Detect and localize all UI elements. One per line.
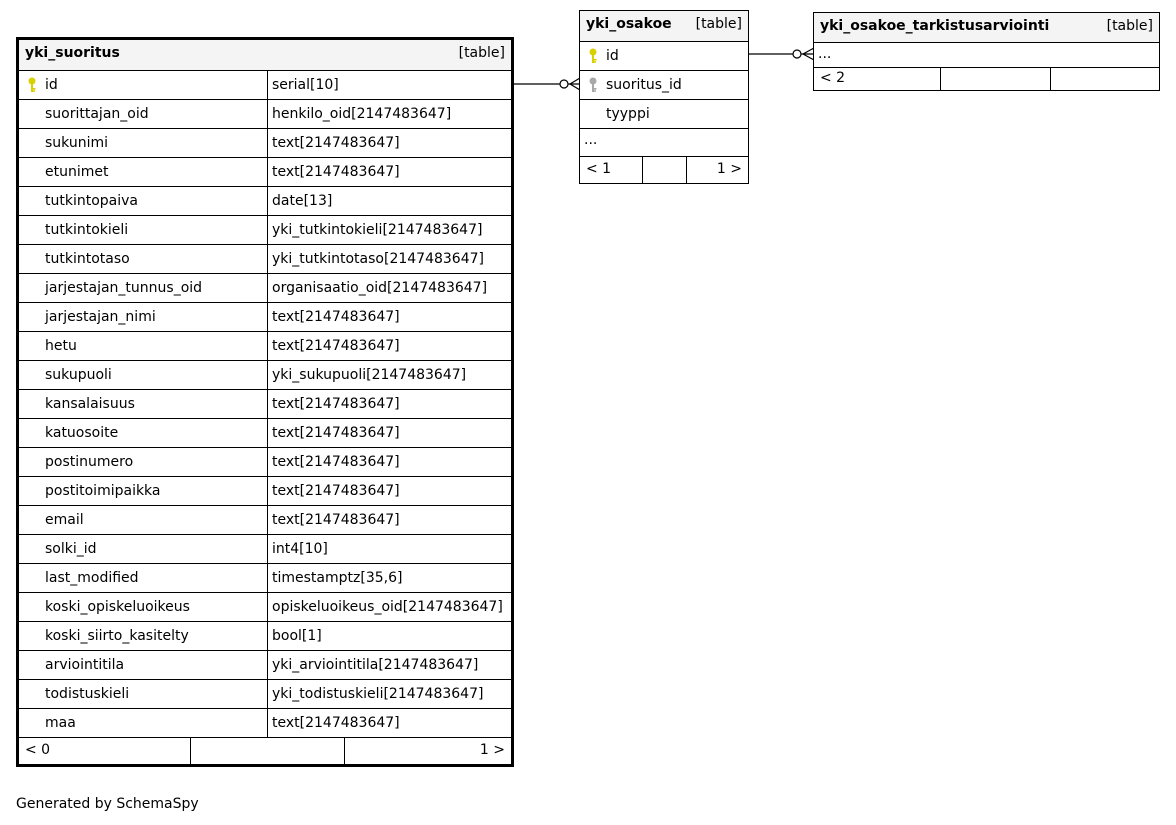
column-name xyxy=(19,593,267,621)
key-icon xyxy=(27,77,37,93)
column-row[interactable] xyxy=(19,332,511,361)
column-name-text: kansalaisuus xyxy=(45,396,135,412)
column-name-text: id xyxy=(45,77,58,93)
more-columns: ... xyxy=(580,129,748,157)
column-row[interactable] xyxy=(19,506,511,535)
column-type: text[2147483647] xyxy=(267,419,511,447)
column-type: henkilo_oid[2147483647] xyxy=(267,100,511,128)
column-name xyxy=(19,448,267,476)
column-name-text: koski_opiskeluoikeus xyxy=(45,599,190,615)
column-type: bool[1] xyxy=(267,622,511,650)
column-row[interactable] xyxy=(580,71,748,100)
column-row[interactable] xyxy=(19,680,511,709)
table-header xyxy=(814,13,1159,43)
table-name: yki_osakoe_tarkistusarviointi xyxy=(820,18,1050,34)
column-type: organisaatio_oid[2147483647] xyxy=(267,274,511,302)
column-name xyxy=(19,390,267,418)
column-name xyxy=(19,303,267,331)
column-row[interactable] xyxy=(19,651,511,680)
column-row[interactable] xyxy=(19,390,511,419)
column-name-text: jarjestajan_tunnus_oid xyxy=(45,280,203,296)
column-name xyxy=(19,274,267,302)
column-type: yki_arviointitila[2147483647] xyxy=(267,651,511,679)
column-row[interactable] xyxy=(19,535,511,564)
table-name: yki_suoritus xyxy=(25,45,120,61)
key-icon xyxy=(588,77,598,93)
table-yki-suoritus[interactable] xyxy=(16,37,514,767)
column-name xyxy=(19,129,267,157)
column-row[interactable] xyxy=(19,448,511,477)
column-row[interactable] xyxy=(19,129,511,158)
column-row[interactable] xyxy=(580,42,748,71)
table-yki-osakoe[interactable] xyxy=(579,10,749,184)
table-footer xyxy=(580,157,748,183)
child-count: 1 > xyxy=(344,738,511,764)
footer-spacer xyxy=(642,157,686,183)
parent-count: < 2 xyxy=(820,70,846,86)
table-yki-osakoe-tarkistusarviointi[interactable] xyxy=(813,12,1160,91)
column-name xyxy=(19,535,267,563)
column-name xyxy=(19,680,267,708)
column-name xyxy=(19,332,267,360)
column-name xyxy=(19,419,267,447)
column-name-text: last_modified xyxy=(45,570,139,586)
column-name xyxy=(19,477,267,505)
column-name-text: email xyxy=(45,512,84,528)
column-name-text: tutkintokieli xyxy=(45,222,129,238)
column-type: serial[10] xyxy=(267,71,511,99)
table-footer xyxy=(814,68,1159,90)
column-name-text: tyyppi xyxy=(606,106,650,122)
column-name-text: tutkintopaiva xyxy=(45,193,138,209)
column-name-text: hetu xyxy=(45,338,77,354)
column-type: yki_tutkintokieli[2147483647] xyxy=(267,216,511,244)
column-name xyxy=(19,187,267,215)
table-kind: [table] xyxy=(695,16,742,32)
column-name xyxy=(19,158,267,186)
column-list xyxy=(580,42,748,129)
table-footer xyxy=(19,738,511,764)
column-row[interactable] xyxy=(19,71,511,100)
link-osakoe-tarkistus xyxy=(748,48,814,60)
column-name xyxy=(19,709,267,737)
table-header xyxy=(19,40,511,71)
column-name-text: id xyxy=(606,48,619,64)
column-type: text[2147483647] xyxy=(267,303,511,331)
column-type: date[13] xyxy=(267,187,511,215)
column-row[interactable] xyxy=(19,274,511,303)
column-name-text: suoritus_id xyxy=(606,77,682,93)
column-row[interactable] xyxy=(19,709,511,738)
column-type: text[2147483647] xyxy=(267,448,511,476)
column-type: timestamptz[35,6] xyxy=(267,564,511,592)
parent-count: < 0 xyxy=(25,742,51,758)
column-row[interactable] xyxy=(19,303,511,332)
key-icon xyxy=(588,48,598,64)
column-name-text: sukupuoli xyxy=(45,367,112,383)
footer-spacer xyxy=(190,738,344,764)
column-name xyxy=(19,100,267,128)
column-name-text: arviointitila xyxy=(45,657,125,673)
column-row[interactable] xyxy=(19,622,511,651)
column-name xyxy=(19,506,267,534)
column-type: text[2147483647] xyxy=(267,709,511,737)
table-header xyxy=(580,11,748,42)
column-type: int4[10] xyxy=(267,535,511,563)
table-kind: [table] xyxy=(458,45,505,61)
column-row[interactable] xyxy=(580,100,748,129)
column-name-text: postinumero xyxy=(45,454,134,470)
column-name xyxy=(19,216,267,244)
table-name: yki_osakoe xyxy=(586,16,672,32)
column-type: yki_todistuskieli[2147483647] xyxy=(267,680,511,708)
table-kind: [table] xyxy=(1106,18,1153,34)
column-type: text[2147483647] xyxy=(267,506,511,534)
column-name-text: maa xyxy=(45,715,76,731)
column-name-text: todistuskieli xyxy=(45,686,130,702)
column-type: text[2147483647] xyxy=(267,158,511,186)
column-row[interactable] xyxy=(19,245,511,274)
column-row[interactable] xyxy=(19,361,511,390)
column-name xyxy=(580,100,748,128)
column-name-text: tutkintotaso xyxy=(45,251,130,267)
column-name-text: solki_id xyxy=(45,541,97,557)
column-type: text[2147483647] xyxy=(267,390,511,418)
column-row[interactable] xyxy=(19,216,511,245)
column-name xyxy=(19,71,267,99)
column-row[interactable] xyxy=(19,158,511,187)
column-name xyxy=(19,245,267,273)
column-name-text: suorittajan_oid xyxy=(45,106,149,122)
column-row[interactable] xyxy=(19,593,511,622)
column-name xyxy=(580,71,748,99)
column-row[interactable] xyxy=(19,477,511,506)
column-row[interactable] xyxy=(19,419,511,448)
column-list xyxy=(19,71,511,738)
column-row[interactable] xyxy=(19,564,511,593)
column-name xyxy=(19,622,267,650)
column-name xyxy=(19,651,267,679)
column-name-text: etunimet xyxy=(45,164,109,180)
footer-spacer xyxy=(1050,68,1159,90)
column-name-text: jarjestajan_nimi xyxy=(45,309,156,325)
column-row[interactable] xyxy=(19,187,511,216)
column-type: text[2147483647] xyxy=(267,332,511,360)
column-type: text[2147483647] xyxy=(267,129,511,157)
generated-by-label: Generated by SchemaSpy xyxy=(16,796,199,812)
column-name-text: katuosoite xyxy=(45,425,119,441)
column-name xyxy=(580,42,748,70)
column-name xyxy=(19,564,267,592)
column-type: yki_sukupuoli[2147483647] xyxy=(267,361,511,389)
child-count: 1 > xyxy=(686,157,748,183)
column-row[interactable] xyxy=(19,100,511,129)
column-type: text[2147483647] xyxy=(267,477,511,505)
column-name-text: sukunimi xyxy=(45,135,109,151)
parent-count: < 1 xyxy=(586,161,612,177)
column-name-text: koski_siirto_kasitelty xyxy=(45,628,189,644)
footer-spacer xyxy=(940,68,1050,90)
column-type: opiskeluoikeus_oid[2147483647] xyxy=(267,593,511,621)
column-name-text: postitoimipaikka xyxy=(45,483,161,499)
column-type: yki_tutkintotaso[2147483647] xyxy=(267,245,511,273)
column-name xyxy=(19,361,267,389)
link-suoritus-osakoe xyxy=(513,78,580,90)
more-columns: ... xyxy=(814,43,1159,68)
